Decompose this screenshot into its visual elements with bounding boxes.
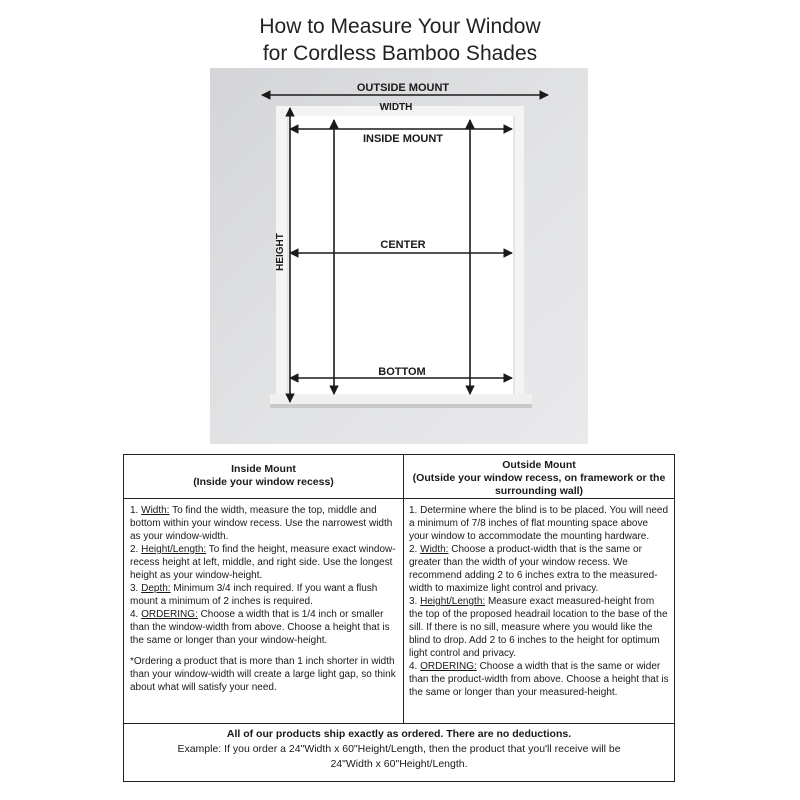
outside-step-3: 3. Height/Length: Measure exact measured-height from the top of the proposed headrail location to the base of the sill. If there is no sill, measure where you would like the blind to drop. Add 2 to 6 inches to the height for optimum light control and privacy. xyxy=(409,596,668,659)
window-measurement-diagram xyxy=(210,68,588,444)
width-label: WIDTH xyxy=(379,102,413,113)
outside-step-2-text: Choose a product-width that is the same or greater than the width of your window recess. We recommend adding 2 to 6 inches extra to the measured-width to maximize light control and privacy. xyxy=(409,544,658,594)
inside-step-2-text: To find the height, measure exact window-recess height at left, middle, and right side. Use the longest height as your window-height. xyxy=(130,544,396,581)
outside-step-3-text: Measure exact measured-height from the top of the proposed headrail location to the base of the sill. If there is no sill, measure where you would like the blind to drop. Add 2 to 6 inches to the height for optimum light control and privacy. xyxy=(409,596,668,659)
inside-step-4-text: Choose a width that is 1/4 inch or smaller than the window-width from above. Choose a height that is the same or longer than your window-height. xyxy=(130,609,390,646)
inside-step-1-text: To find the width, measure the top, middle and bottom within your window recess. Use the narrowest width as your window-width. xyxy=(130,505,393,542)
inside-mount-header-subtitle: (Inside your window recess) xyxy=(193,476,334,488)
inside-step-3-label: Depth: xyxy=(141,583,171,594)
inside-step-2-label: Height/Length: xyxy=(141,544,207,555)
page-title-line-2: for Cordless Bamboo Shades xyxy=(262,42,538,65)
inside-step-1-label: Width: xyxy=(141,505,170,516)
inside-step-3: 3. Depth: Minimum 3/4 inch required. If you want a flush mount a minimum of 2 inches is required. xyxy=(130,583,378,607)
inside-step-3-text: Minimum 3/4 inch required. If you want a flush mount a minimum of 2 inches is required. xyxy=(130,583,378,607)
inside-mount-note: *Ordering a product that is more than 1 inch shorter in width than your window-width will create a large light gap, so think about what will satisfy your need. xyxy=(130,656,396,693)
outside-step-2: 2. Width: Choose a product-width that is the same or greater than the width of your window recess. We recommend adding 2 to 6 inches extra to the measured-width to maximize light control and privacy. xyxy=(409,544,658,594)
outside-step-1-text: Determine where the blind is to be placed. You will need a minimum of 7/8 inches of flat mounting space above your window to accommodate the mounting hardware. xyxy=(409,505,669,542)
outside-step-2-label: Width: xyxy=(420,544,449,555)
outside-mount-header-title: Outside Mount xyxy=(502,459,576,471)
inside-mount-header xyxy=(124,455,404,498)
shipping-note-line-1: All of our products ship exactly as ordered. There are no deductions. xyxy=(226,728,572,740)
outside-mount-instructions xyxy=(404,499,674,723)
center-label: CENTER xyxy=(380,239,426,251)
outside-step-4: 4. ORDERING: Choose a width that is the same or wider than the product-width from above. Choose a height that is the same or longer than your measured-height. xyxy=(409,661,669,698)
footer-divider xyxy=(124,723,674,724)
bottom-label: BOTTOM xyxy=(378,366,426,378)
shipping-note-line-3: 24"Width x 60"Height/Length. xyxy=(330,758,468,770)
shipping-note xyxy=(124,727,674,772)
outside-mount-label: OUTSIDE MOUNT xyxy=(356,82,450,94)
outside-mount-header-subtitle-2: surrounding wall) xyxy=(494,485,584,497)
outside-step-4-text: Choose a width that is the same or wider than the product-width from above. Choose a height that is the same or longer than your measured-height. xyxy=(409,661,669,698)
measuring-instructions-table xyxy=(123,454,675,782)
inside-step-4: 4. ORDERING: Choose a width that is 1/4 inch or smaller than the window-width from above. Choose a height that is the same or longer than your window-height. xyxy=(130,609,390,646)
inside-step-4-label: ORDERING: xyxy=(141,609,198,620)
window-pane xyxy=(288,116,514,396)
outside-step-3-label: Height/Length: xyxy=(420,596,486,607)
page-title-line-1: How to Measure Your Window xyxy=(259,15,541,38)
outside-step-4-label: ORDERING: xyxy=(420,661,477,672)
height-label: HEIGHT xyxy=(275,233,286,271)
outside-step-1: 1. Determine where the blind is to be placed. You will need a minimum of 7/8 inches of flat mounting space above your window to accommodate the mounting hardware. xyxy=(409,505,669,542)
outside-mount-header-subtitle-1: (Outside your window recess, on framework or the xyxy=(412,472,666,484)
inside-step-2: 2. Height/Length: To find the height, measure exact window-recess height at left, middle, and right side. Use the longest height as your window-height. xyxy=(130,544,396,581)
outside-mount-header xyxy=(404,455,674,498)
inside-mount-header-title: Inside Mount xyxy=(231,463,296,475)
inside-step-1: 1. Width: To find the width, measure the top, middle and bottom within your window recess. Use the narrowest width as your window-width. xyxy=(130,505,393,542)
inside-mount-label: INSIDE MOUNT xyxy=(362,133,444,145)
shipping-note-line-2: Example: If you order a 24"Width x 60"Height/Length, then the product that you'll receive will be xyxy=(177,743,621,755)
window-sill xyxy=(270,394,532,404)
inside-mount-instructions xyxy=(124,499,404,723)
